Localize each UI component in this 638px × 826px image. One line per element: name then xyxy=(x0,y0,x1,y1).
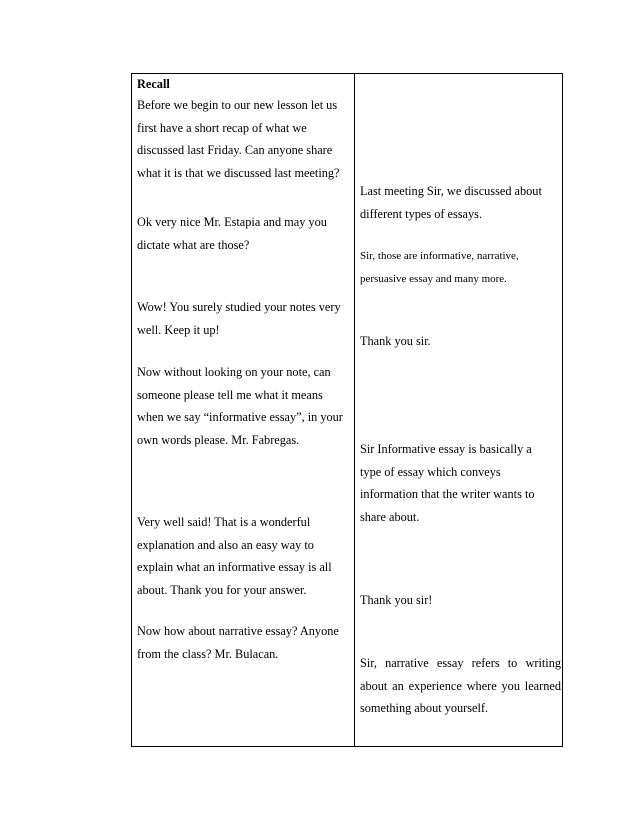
student-line-informative-answer: Sir Informative essay is basically a type of essay which conveys information that the writer wants to share about. xyxy=(360,442,535,524)
student-line-thanks-2: Thank you sir! xyxy=(360,593,433,607)
teacher-line-praise: Wow! You surely studied your notes very well. Keep it up! xyxy=(137,300,341,337)
teacher-line-recap: Before we begin to our new lesson let us first have a short recap of what we discussed last Friday. Can anyone share what it is that we discussed last meeting? xyxy=(137,98,340,180)
student-column xyxy=(355,74,562,746)
student-line-last-meeting: Last meeting Sir, we discussed about different types of essays. xyxy=(360,184,542,221)
teacher-line-informative-question: Now without looking on your note, can someone please tell me what it means when we say “informative essay”, in your own words please. Mr. Fabregas. xyxy=(137,365,343,447)
teacher-column xyxy=(132,74,355,746)
teacher-line-narrative-question: Now how about narrative essay? Anyone from the class? Mr. Bulacan. xyxy=(137,624,339,661)
lesson-dialogue-table xyxy=(131,73,563,747)
student-line-thanks: Thank you sir. xyxy=(360,334,431,348)
student-line-essay-types: Sir, those are informative, narrative, persuasive essay and many more. xyxy=(360,250,519,285)
section-heading: Recall xyxy=(137,77,170,91)
student-line-narrative-answer: Sir, narrative essay refers to writing about an experience where you learned something about yourself. xyxy=(360,656,561,715)
teacher-line-dictate: Ok very nice Mr. Estapia and may you dictate what are those? xyxy=(137,215,327,252)
teacher-line-well-said: Very well said! That is a wonderful explanation and also an easy way to explain what an informative essay is all about. Thank you for your answer. xyxy=(137,515,332,597)
